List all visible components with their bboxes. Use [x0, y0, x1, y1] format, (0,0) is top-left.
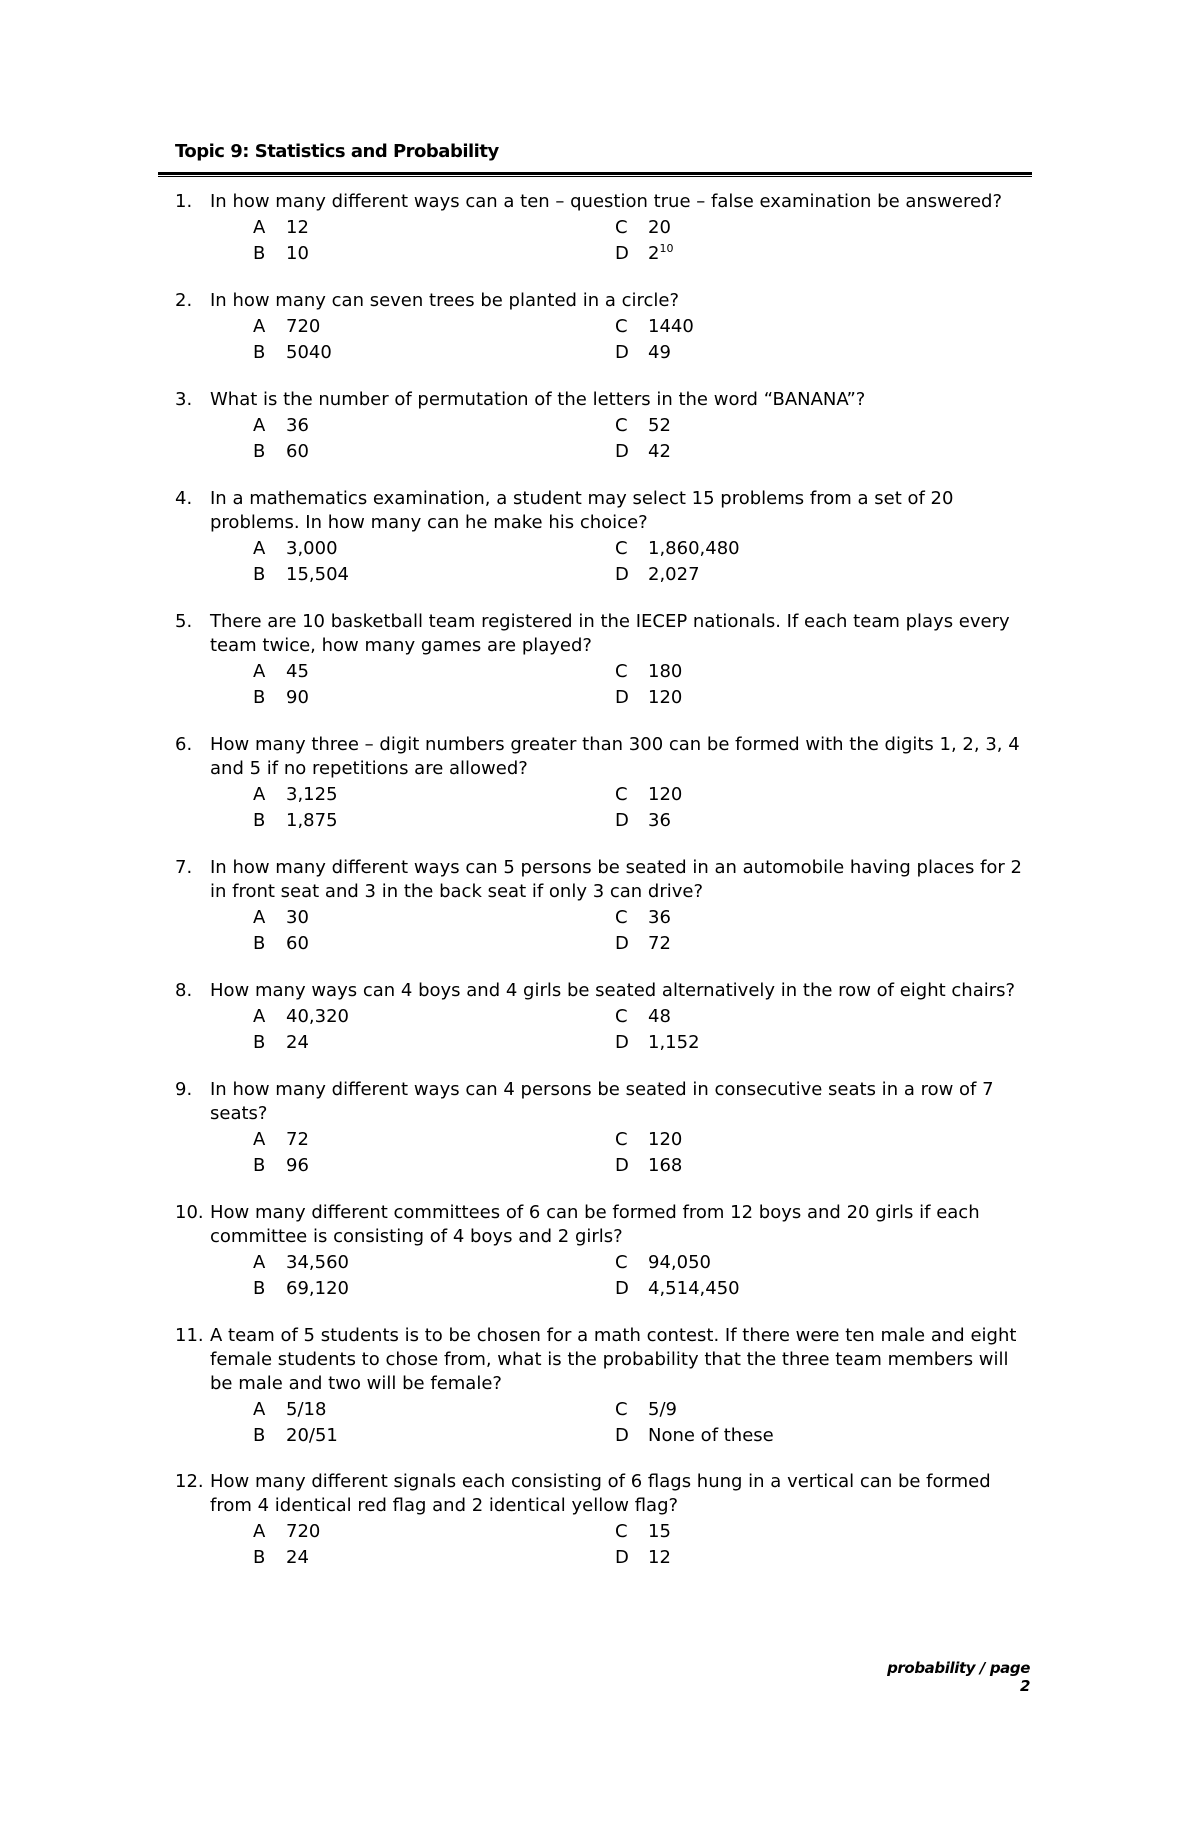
choice-value — [286, 440, 309, 464]
choice-letter: B — [253, 1425, 266, 1446]
exponent: 10 — [659, 242, 674, 255]
choice-value-text: 3,125 — [286, 784, 338, 805]
choice-value-text: 72 — [648, 933, 671, 954]
choice-letter: A — [253, 415, 266, 436]
choice-letter: C — [615, 1399, 628, 1420]
choice-value-text: 168 — [648, 1155, 683, 1176]
choice-value-text: 72 — [286, 1129, 309, 1150]
choice-value — [648, 414, 671, 438]
choice-value — [648, 1277, 740, 1301]
choice-letter: A — [253, 661, 266, 682]
choice-letter: A — [253, 907, 266, 928]
choice-value — [286, 783, 338, 807]
question-number: 9. — [175, 1079, 193, 1100]
choice-value-text: 10 — [286, 243, 309, 264]
choice-value — [648, 1005, 671, 1029]
choice-letter: D — [615, 1278, 629, 1299]
question-text: In how many different ways can 4 persons be seated in consecutive seats in a row of 7 seats? — [210, 1079, 994, 1124]
choice-value-text: 1440 — [648, 316, 694, 337]
choice-value — [648, 686, 682, 710]
choice-value — [286, 1546, 309, 1570]
question-text: In how many can seven trees be planted in a circle? — [210, 290, 680, 311]
choice-value — [648, 315, 694, 339]
choice-letter: A — [253, 316, 266, 337]
choice-value-text: 20 — [648, 217, 671, 238]
choice-value-text: 94,050 — [648, 1252, 711, 1273]
choice-value-text: 36 — [648, 907, 671, 928]
choice-letter: C — [615, 1521, 628, 1542]
choice-value — [648, 783, 682, 807]
choice-letter: B — [253, 1032, 266, 1053]
choice-letter: D — [615, 441, 629, 462]
choice-value-text: 120 — [648, 687, 683, 708]
choice-value — [648, 341, 671, 365]
choice-letter: C — [615, 1129, 628, 1150]
question-text: How many different committees of 6 can be formed from 12 boys and 20 girls if each committee is consisting of 4 boys and 2 girls? — [210, 1202, 980, 1247]
choice-value-text: 1,152 — [648, 1032, 700, 1053]
choice-value — [286, 1424, 338, 1448]
choice-letter: C — [615, 415, 628, 436]
page-footer: probability / page 2 — [887, 1659, 1030, 1695]
choice-value — [648, 809, 671, 833]
choice-value — [648, 563, 700, 587]
question-text: In how many different ways can 5 persons be seated in an automobile having places for 2 in front seat and 3 in the back seat if only 3 can drive? — [210, 857, 1023, 902]
choice-letter: A — [253, 1006, 266, 1027]
choice-value — [286, 686, 309, 710]
choice-value — [648, 1031, 700, 1055]
question-number: 4. — [175, 488, 193, 509]
title-divider — [158, 172, 1032, 177]
choice-value — [648, 216, 671, 240]
choice-value-text: 1,860,480 — [648, 538, 740, 559]
question-text: A team of 5 students is to be chosen for a math contest. If there were ten male and eight female students to chose from, what is the probability that the three team members will be male and two will be female? — [210, 1325, 1017, 1394]
choice-value-text: 34,560 — [286, 1252, 349, 1273]
choice-letter: A — [253, 1521, 266, 1542]
choice-value — [648, 242, 673, 266]
choice-letter: D — [615, 342, 629, 363]
choice-value — [286, 1154, 309, 1178]
choice-value-text: 5/9 — [648, 1399, 677, 1420]
choice-value — [286, 1398, 326, 1422]
choice-value — [286, 216, 309, 240]
choice-value-text: 1,875 — [286, 810, 338, 831]
choice-value-text: 5/18 — [286, 1399, 327, 1420]
choice-value-text: 24 — [286, 1547, 309, 1568]
choice-letter: D — [615, 1032, 629, 1053]
choice-value-text: 3,000 — [286, 538, 338, 559]
choice-value-text: 720 — [286, 1521, 321, 1542]
question-number: 11. — [175, 1325, 204, 1346]
choice-value-text: 20/51 — [286, 1425, 338, 1446]
choice-letter: A — [253, 1252, 266, 1273]
choice-value — [648, 1128, 682, 1152]
choice-value — [286, 315, 320, 339]
choice-letter: B — [253, 1547, 266, 1568]
choice-value-text: 5040 — [286, 342, 332, 363]
choice-letter: C — [615, 217, 628, 238]
question-number: 3. — [175, 389, 193, 410]
choice-value — [648, 906, 671, 930]
choice-letter: B — [253, 564, 266, 585]
choice-value-text: 2 — [648, 243, 660, 264]
choice-value — [286, 563, 349, 587]
choice-value — [648, 1154, 682, 1178]
choice-letter: D — [615, 810, 629, 831]
choice-value-text: 52 — [648, 415, 671, 436]
choice-value-text: 48 — [648, 1006, 671, 1027]
choice-letter: B — [253, 933, 266, 954]
choice-value-text: 24 — [286, 1032, 309, 1053]
choice-value — [648, 1424, 774, 1448]
choice-letter: B — [253, 1155, 266, 1176]
choice-value-text: 40,320 — [286, 1006, 349, 1027]
choice-value — [286, 341, 332, 365]
choice-letter: D — [615, 1425, 629, 1446]
choice-value — [286, 932, 309, 956]
choice-letter: A — [253, 1399, 266, 1420]
choice-value-text: 60 — [286, 933, 309, 954]
choice-value-text: 15,504 — [286, 564, 349, 585]
choice-letter: D — [615, 1547, 629, 1568]
choice-value — [286, 1128, 309, 1152]
choice-value — [286, 242, 309, 266]
question-number: 5. — [175, 611, 193, 632]
choice-value — [648, 932, 671, 956]
choice-value — [648, 660, 682, 684]
choice-value — [648, 1546, 671, 1570]
choice-value-text: 69,120 — [286, 1278, 349, 1299]
choice-value-text: 180 — [648, 661, 683, 682]
question-text: How many ways can 4 boys and 4 girls be seated alternatively in the row of eight chairs? — [210, 980, 1016, 1001]
choice-value — [648, 1251, 711, 1275]
choice-value-text: 12 — [286, 217, 309, 238]
question-text: There are 10 basketball team registered in the IECEP nationals. If each team plays every team twice, how many games are played? — [210, 611, 1010, 656]
choice-value-text: 120 — [648, 784, 683, 805]
choice-letter: A — [253, 217, 266, 238]
choice-value-text: 15 — [648, 1521, 671, 1542]
choice-letter: C — [615, 1252, 628, 1273]
choice-letter: C — [615, 538, 628, 559]
choice-value-text: 720 — [286, 316, 321, 337]
choice-value — [286, 1031, 309, 1055]
choice-letter: D — [615, 243, 629, 264]
question-text: In a mathematics examination, a student may select 15 problems from a set of 20 problems. In how many can he make his choice? — [210, 488, 954, 533]
choice-letter: B — [253, 810, 266, 831]
question-number: 10. — [175, 1202, 204, 1223]
choice-letter: C — [615, 1006, 628, 1027]
choice-letter: D — [615, 1155, 629, 1176]
choice-value — [286, 537, 338, 561]
question-text: How many different signals each consisting of 6 flags hung in a vertical can be formed from 4 identical red flag and 2 identical yellow flag? — [210, 1471, 991, 1516]
choice-letter: A — [253, 538, 266, 559]
choice-value-text: 90 — [286, 687, 309, 708]
question-text: How many three – digit numbers greater than 300 can be formed with the digits 1, 2, 3, 4 and 5 if no repetitions are allowed? — [210, 734, 1020, 779]
question-number: 12. — [175, 1471, 204, 1492]
choice-value-text: None of these — [648, 1425, 774, 1446]
question-number: 1. — [175, 191, 193, 212]
choice-value — [286, 1005, 349, 1029]
choice-letter: A — [253, 1129, 266, 1150]
choice-letter: D — [615, 564, 629, 585]
choice-value-text: 36 — [286, 415, 309, 436]
choice-value — [286, 660, 309, 684]
choice-value-text: 42 — [648, 441, 671, 462]
choice-value-text: 4,514,450 — [648, 1278, 740, 1299]
choice-letter: C — [615, 316, 628, 337]
choice-value — [286, 1277, 349, 1301]
choice-letter: B — [253, 342, 266, 363]
choice-value — [286, 809, 338, 833]
choice-value-text: 120 — [648, 1129, 683, 1150]
choice-value-text: 2,027 — [648, 564, 700, 585]
choice-letter: B — [253, 1278, 266, 1299]
page-title: Topic 9: Statistics and Probability — [175, 141, 499, 162]
choice-value-text: 12 — [648, 1547, 671, 1568]
choice-value-text: 96 — [286, 1155, 309, 1176]
choice-value-text: 60 — [286, 441, 309, 462]
choice-letter: B — [253, 243, 266, 264]
question-text: In how many different ways can a ten – question true – false examination be answered? — [210, 191, 1003, 212]
choice-value — [648, 440, 671, 464]
choice-value-text: 30 — [286, 907, 309, 928]
choice-value-text: 45 — [286, 661, 309, 682]
choice-letter: B — [253, 441, 266, 462]
choice-letter: A — [253, 784, 266, 805]
choice-letter: C — [615, 907, 628, 928]
choice-letter: B — [253, 687, 266, 708]
choice-letter: D — [615, 687, 629, 708]
choice-value — [286, 1520, 320, 1544]
choice-value — [648, 1398, 677, 1422]
choice-letter: C — [615, 784, 628, 805]
choice-value — [286, 1251, 349, 1275]
choice-letter: C — [615, 661, 628, 682]
choice-value — [648, 537, 740, 561]
question-text: What is the number of permutation of the letters in the word “BANANA”? — [210, 389, 866, 410]
choice-value-text: 36 — [648, 810, 671, 831]
question-number: 7. — [175, 857, 193, 878]
question-number: 8. — [175, 980, 193, 1001]
choice-value — [648, 1520, 671, 1544]
choice-value — [286, 414, 309, 438]
question-number: 6. — [175, 734, 193, 755]
question-number: 2. — [175, 290, 193, 311]
choice-value-text: 49 — [648, 342, 671, 363]
choice-letter: D — [615, 933, 629, 954]
choice-value — [286, 906, 309, 930]
